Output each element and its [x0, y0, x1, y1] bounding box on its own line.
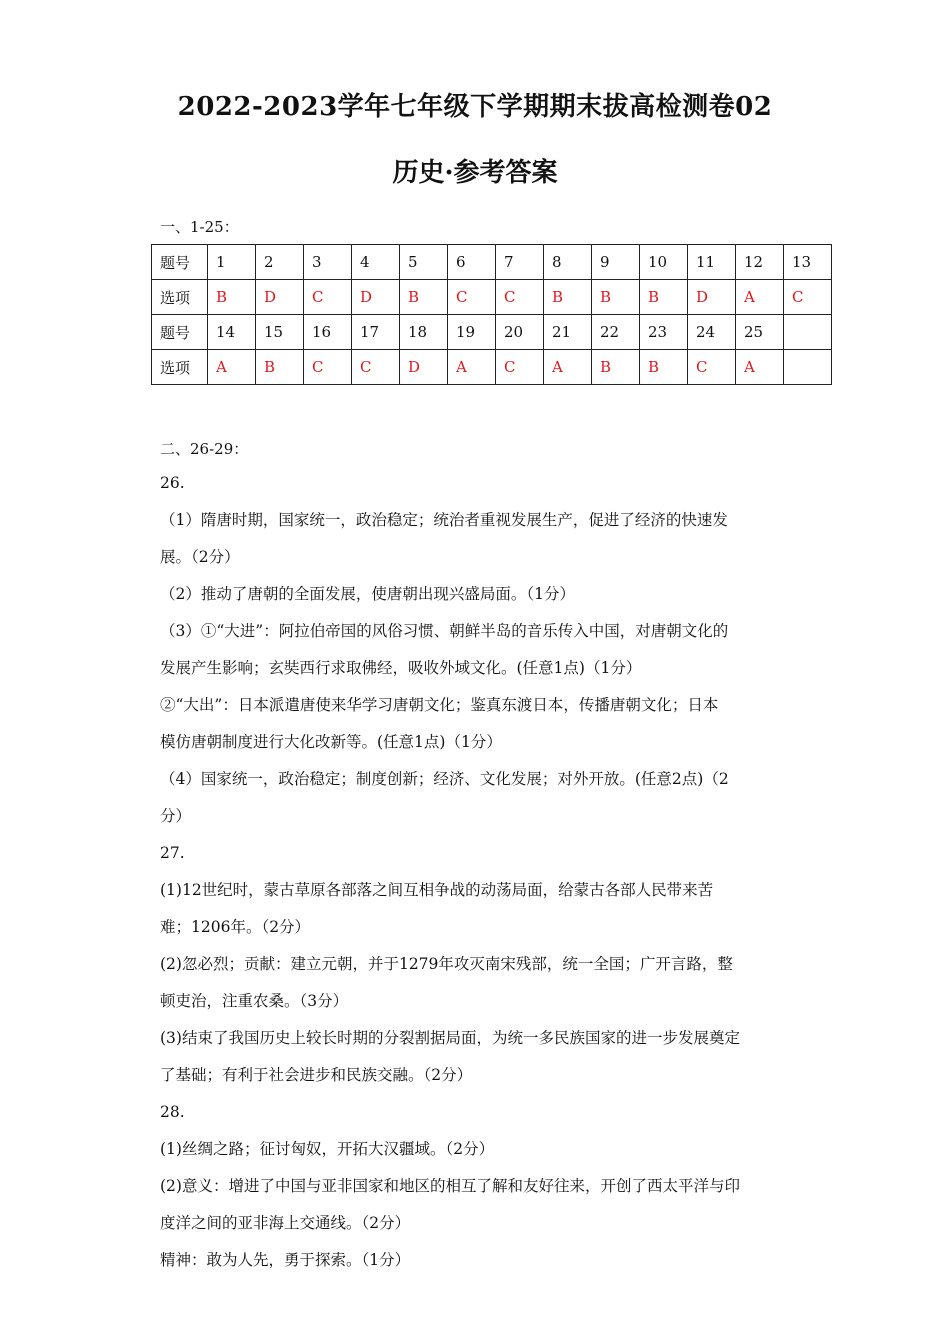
text-line: 模仿唐朝制度进行大化改新等。(任意1点)（1分）	[160, 733, 502, 751]
table-cell: B	[592, 280, 640, 315]
table-cell: 25	[736, 315, 784, 350]
table-cell: 17	[352, 315, 400, 350]
table-cell: 12	[736, 245, 784, 280]
text-line: 28.	[160, 1103, 185, 1121]
text-line: 27.	[160, 844, 185, 862]
table-cell: 15	[256, 315, 304, 350]
table-cell: 10	[640, 245, 688, 280]
table-cell: 21	[544, 315, 592, 350]
table-cell: C	[496, 350, 544, 385]
table-cell: 8	[544, 245, 592, 280]
table-cell: 24	[688, 315, 736, 350]
table-row	[152, 350, 832, 385]
text-line: 顿吏治，注重农桑。（3分）	[160, 992, 349, 1010]
table-cell: 14	[208, 315, 256, 350]
table-cell: B	[208, 280, 256, 315]
table-cell: A	[736, 280, 784, 315]
table-cell: C	[304, 280, 352, 315]
table-cell: 6	[448, 245, 496, 280]
text-line: (2)意义：增进了中国与亚非国家和地区的相互了解和友好往来，开创了西太平洋与印	[160, 1177, 740, 1195]
row-header: 题号	[152, 315, 208, 350]
table-cell: 5	[400, 245, 448, 280]
text-line: 发展产生影响；玄奘西行求取佛经，吸收外域文化。(任意1点)（1分）	[160, 659, 642, 677]
table-cell: D	[688, 280, 736, 315]
table-cell: 1	[208, 245, 256, 280]
table-cell: 4	[352, 245, 400, 280]
table-cell: B	[400, 280, 448, 315]
text-line: (2)忽必烈；贡献：建立元朝，并于1279年攻灭南宋残部，统一全国；广开言路，整	[160, 955, 733, 973]
table-cell: D	[352, 280, 400, 315]
answer-table	[151, 244, 832, 385]
table-cell: A	[544, 350, 592, 385]
table-row	[152, 315, 832, 350]
table-cell: A	[736, 350, 784, 385]
table-row	[152, 280, 832, 315]
table-cell: A	[208, 350, 256, 385]
table-cell: B	[592, 350, 640, 385]
row-header: 选项	[152, 350, 208, 385]
table-cell: C	[352, 350, 400, 385]
table-cell: 18	[400, 315, 448, 350]
text-line: 26.	[160, 474, 185, 492]
table-cell: D	[400, 350, 448, 385]
table-cell: 9	[592, 245, 640, 280]
table-row	[152, 245, 832, 280]
text-line: (3)结束了我国历史上较长时期的分裂割据局面，为统一多民族国家的进一步发展奠定	[160, 1029, 740, 1047]
table-cell: A	[448, 350, 496, 385]
text-line: 难；1206年。（2分）	[160, 918, 311, 936]
text-line: (1)丝绸之路；征讨匈奴，开拓大汉疆域。（2分）	[160, 1140, 495, 1158]
table-cell: 13	[784, 245, 832, 280]
table-cell: C	[448, 280, 496, 315]
row-header: 题号	[152, 245, 208, 280]
text-line: （3）①“大进”：阿拉伯帝国的风俗习惯、朝鲜半岛的音乐传入中国，对唐朝文化的	[160, 622, 729, 640]
answer-body	[160, 465, 800, 1279]
text-line: 精神：敢为人先，勇于探索。（1分）	[160, 1251, 411, 1269]
table-cell: B	[256, 350, 304, 385]
text-line: 了基础；有利于社会进步和民族交融。（2分）	[160, 1066, 473, 1084]
text-line: (1)12世纪时，蒙古草原各部落之间互相争战的动荡局面，给蒙古各部人民带来苦	[160, 881, 714, 899]
table-cell	[784, 315, 832, 350]
text-line: 度洋之间的亚非海上交通线。（2分）	[160, 1214, 411, 1232]
table-cell: C	[784, 280, 832, 315]
table-cell: C	[304, 350, 352, 385]
text-line: （1）隋唐时期，国家统一，政治稳定；统治者重视发展生产，促进了经济的快速发	[160, 511, 728, 529]
table-cell: C	[496, 280, 544, 315]
table-cell: D	[256, 280, 304, 315]
table-cell: 16	[304, 315, 352, 350]
table-cell: 20	[496, 315, 544, 350]
document-title: 2022-2023学年七年级下学期期末拔高检测卷02	[177, 92, 773, 122]
table-cell: C	[688, 350, 736, 385]
table-cell: 19	[448, 315, 496, 350]
table-cell: B	[640, 350, 688, 385]
section-heading-short-answer: 二、26-29：	[160, 440, 249, 458]
text-line: 展。（2分）	[160, 548, 240, 566]
section-heading-choice: 一、1-25：	[160, 218, 239, 236]
table-cell: 11	[688, 245, 736, 280]
document-subtitle: 历史·参考答案	[392, 158, 558, 188]
text-line: （4）国家统一，政治稳定；制度创新；经济、文化发展；对外开放。(任意2点)（2	[160, 770, 729, 788]
table-cell: B	[640, 280, 688, 315]
table-cell: 7	[496, 245, 544, 280]
row-header: 选项	[152, 280, 208, 315]
table-cell	[784, 350, 832, 385]
text-line: ②“大出”：日本派遣唐使来华学习唐朝文化；鉴真东渡日本，传播唐朝文化；日本	[160, 696, 719, 714]
table-cell: 2	[256, 245, 304, 280]
table-cell: 3	[304, 245, 352, 280]
table-cell: B	[544, 280, 592, 315]
table-cell: 22	[592, 315, 640, 350]
table-cell: 23	[640, 315, 688, 350]
text-line: （2）推动了唐朝的全面发展，使唐朝出现兴盛局面。（1分）	[160, 585, 575, 603]
text-line: 分）	[160, 807, 192, 825]
